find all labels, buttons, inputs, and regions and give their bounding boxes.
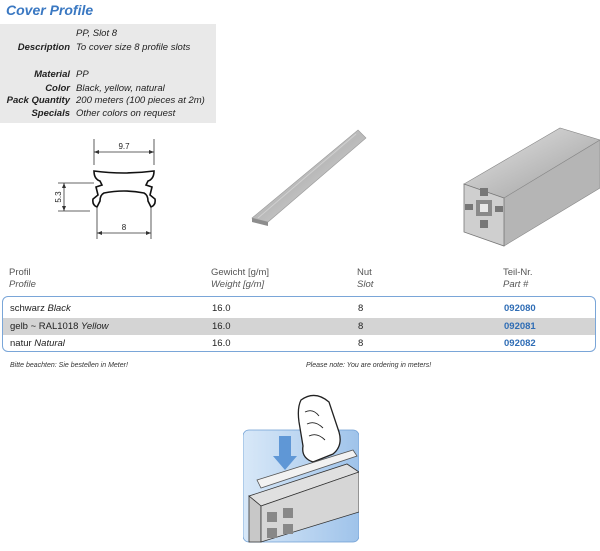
header-en: Profile: [9, 279, 36, 290]
spec-row-specials: [0, 108, 216, 120]
header-en: Slot: [357, 279, 374, 290]
spec-label: Description: [17, 42, 70, 53]
spec-row-color: [0, 83, 216, 95]
cell-slot: 8: [358, 303, 364, 314]
cell-slot: 8: [358, 338, 364, 349]
header-de: Teil-Nr.: [503, 267, 533, 278]
cell-profile: [10, 318, 109, 335]
hand-icon: [298, 395, 340, 462]
spec-value: 200 meters (100 pieces at 2m): [76, 95, 205, 106]
note-de: Bitte beachten: Sie bestellen in Meter!: [10, 362, 128, 369]
spec-value: Black, yellow, natural: [76, 83, 165, 94]
spec-label: Color: [45, 83, 70, 94]
spec-label: Specials: [31, 108, 70, 119]
cover-strip-photo: [238, 126, 370, 230]
header-de: Profil: [9, 267, 31, 278]
header-weight: [211, 267, 269, 291]
header-slot: [357, 267, 373, 291]
note-en: Please note: You are ordering in meters!: [306, 362, 432, 369]
aluminium-profile-photo: [456, 120, 600, 250]
header-de: Nut: [357, 267, 372, 278]
profile-de: schwarz: [10, 303, 45, 314]
product-table: [2, 296, 596, 352]
spec-value: To cover size 8 profile slots: [76, 42, 191, 53]
spec-row-material: [0, 69, 216, 81]
installation-illustration: [243, 392, 359, 544]
cell-weight: 16.0: [212, 321, 231, 332]
header-en: Weight [g/m]: [211, 279, 265, 290]
dim-width-bottom: 8: [121, 223, 127, 232]
profile-de: gelb ~ RAL1018: [10, 321, 79, 332]
profile-en: Natural: [34, 338, 65, 349]
cell-slot: 8: [358, 321, 364, 332]
spec-row-pack-quantity: [0, 95, 216, 107]
spec-panel: [0, 24, 216, 123]
spec-row-description: [0, 42, 216, 54]
header-part: [503, 267, 533, 291]
table-row: [3, 318, 595, 335]
cell-weight: 16.0: [212, 303, 231, 314]
cross-section-drawing: [40, 135, 170, 245]
dim-height: 5.3: [54, 191, 63, 203]
cell-part-number: 092082: [504, 338, 536, 349]
table-header: [0, 267, 600, 295]
profile-en: Black: [47, 303, 71, 314]
cell-weight: 16.0: [212, 338, 231, 349]
header-de: Gewicht [g/m]: [211, 267, 270, 278]
cell-profile: [10, 300, 71, 317]
cell-part-number: 092081: [504, 321, 536, 332]
spec-label: Pack Quantity: [6, 95, 70, 106]
spec-row-type: [0, 28, 216, 40]
cell-profile: [10, 335, 65, 352]
spec-value: PP: [76, 69, 89, 80]
table-row: [3, 335, 595, 352]
profile-de: natur: [10, 338, 32, 349]
spec-label: Material: [34, 69, 70, 80]
cell-part-number: 092080: [504, 303, 536, 314]
spec-value: PP, Slot 8: [76, 28, 118, 39]
page-title: Cover Profile: [6, 2, 94, 18]
header-en: Part #: [503, 279, 529, 290]
spec-value: Other colors on request: [76, 108, 176, 119]
table-row: [3, 300, 595, 317]
dim-width-top: 9.7: [118, 142, 130, 151]
header-profile: [9, 267, 36, 291]
profile-en: Yellow: [81, 321, 109, 332]
